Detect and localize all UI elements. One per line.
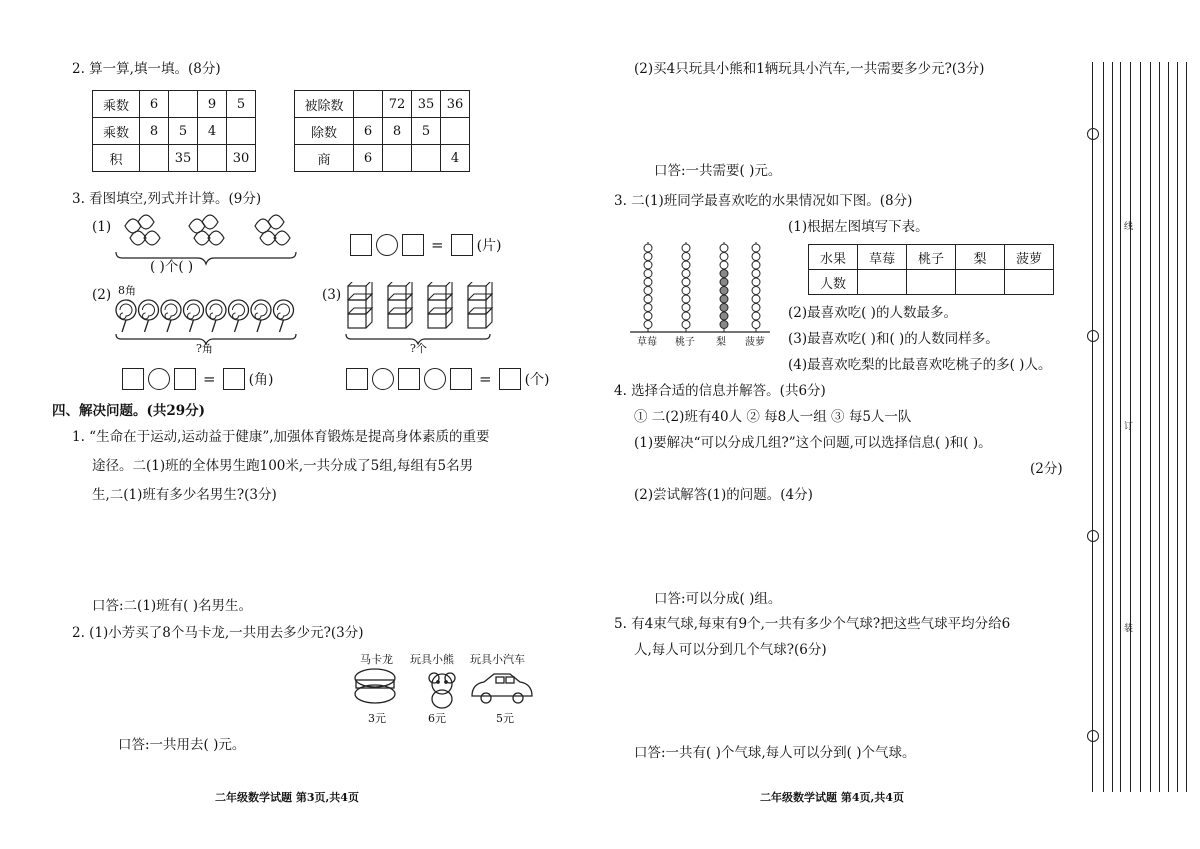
p3-equation: = (个) <box>346 368 550 390</box>
q2-title: 2. 算一算,填一填。(8分) <box>72 61 221 77</box>
binding-char-2: 订 <box>1124 422 1134 432</box>
s1-line1: 1. “生命在于运动,运动益于健康”,加强体育锻炼是提高身体素质的重要 <box>72 429 490 445</box>
fruit-header-cell: 桃子 <box>907 245 956 270</box>
lollipop <box>274 300 294 332</box>
binding-line <box>1140 62 1141 792</box>
p2-label: (2) <box>92 287 112 303</box>
table-cell: 4 <box>198 118 227 145</box>
fruit-count-cell[interactable] <box>907 270 956 295</box>
table-cell: 乘数 <box>93 91 140 118</box>
q3-right-title: 3. 二(1)班同学最喜欢吃的水果情况如下图。(8分) <box>614 193 913 209</box>
fruit-header-cell: 水果 <box>809 245 858 270</box>
q5-line2: 人,每人可以分到几个气球?(6分) <box>634 642 827 658</box>
q4-1: (1)要解决“可以分成几组?”这个问题,可以选择信息( )和( )。 <box>634 435 992 451</box>
cube-stacks-image <box>342 282 502 348</box>
binding-hole <box>1087 128 1099 140</box>
fruit-count-cell[interactable] <box>956 270 1005 295</box>
table-cell: 积 <box>93 145 140 172</box>
lollipop <box>184 300 204 332</box>
multiplication-table <box>92 90 256 172</box>
r1-answer: 口答:一共需要( )元。 <box>654 163 782 179</box>
table-cell <box>169 91 198 118</box>
lollipops-image <box>114 296 298 346</box>
item-macaron-name: 马卡龙 <box>360 653 393 666</box>
table-cell <box>412 145 441 172</box>
fruit-header-cell: 菠萝 <box>1005 245 1054 270</box>
binding-line <box>1168 62 1169 792</box>
s2-answer: 口答:一共用去( )元。 <box>118 737 246 753</box>
binding-char-1: 线 <box>1124 222 1134 232</box>
table-cell: 6 <box>354 145 383 172</box>
binding-char-3: 装 <box>1124 624 1134 634</box>
binding-line <box>1186 62 1187 792</box>
q3-3: (3)最喜欢吃( )和( )的人数同样多。 <box>788 331 999 347</box>
items-image <box>352 666 542 712</box>
item-car-name: 玩具小汽车 <box>470 653 525 666</box>
p1-text: ( )个( ) <box>150 259 194 275</box>
cube-stack <box>468 282 492 328</box>
binding-dash-line <box>1092 62 1093 792</box>
q4-2: (2)尝试解答(1)的问题。(4分) <box>634 487 813 503</box>
table-cell <box>354 91 383 118</box>
item-bear-name: 玩具小熊 <box>410 653 454 666</box>
table-cell <box>441 118 470 145</box>
table-cell: 72 <box>383 91 412 118</box>
table-cell: 除数 <box>295 118 354 145</box>
table-row <box>809 245 1054 270</box>
q4-1-score: (2分) <box>1030 461 1063 477</box>
lollipop <box>116 300 136 332</box>
table-cell <box>140 145 169 172</box>
item-car-price: 5元 <box>496 712 514 725</box>
fruit-label-pineapple: 菠萝 <box>745 337 765 348</box>
q5-line1: 5. 有4束气球,每束有9个,一共有多少个气球?把这些气球平均分给6 <box>614 616 1011 632</box>
q3-title: 3. 看图填空,列式并计算。(9分) <box>72 191 262 207</box>
table-row <box>295 118 470 145</box>
fruit-label-strawberry: 草莓 <box>637 337 657 348</box>
binding-hole <box>1087 530 1099 542</box>
fruit-header-cell: 草莓 <box>858 245 907 270</box>
bead-column <box>644 242 652 332</box>
q4-answer: 口答:可以分成( )组。 <box>654 591 782 607</box>
p2-bottom-label: ?角 <box>196 342 213 355</box>
table-cell: 5 <box>169 118 198 145</box>
table-row <box>295 91 470 118</box>
table-cell: 5 <box>412 118 441 145</box>
binding-line <box>1177 62 1178 792</box>
right-footer: 二年级数学试题 第4页,共4页 <box>760 791 904 804</box>
table-cell: 35 <box>412 91 441 118</box>
division-table <box>294 90 470 172</box>
table-cell: 9 <box>198 91 227 118</box>
fruit-row-label: 人数 <box>809 270 858 295</box>
s2-line1: 2. (1)小芳买了8个马卡龙,一共用去多少元?(3分) <box>72 625 364 641</box>
table-cell: 8 <box>383 118 412 145</box>
bead-column <box>752 242 760 332</box>
binding-line <box>1120 62 1121 792</box>
fruit-count-cell[interactable] <box>858 270 907 295</box>
table-cell: 6 <box>140 91 169 118</box>
fruit-table <box>808 244 1054 295</box>
lollipop <box>251 300 271 332</box>
table-cell: 8 <box>140 118 169 145</box>
item-bear-price: 6元 <box>428 712 446 725</box>
table-cell: 36 <box>441 91 470 118</box>
table-cell: 30 <box>227 145 256 172</box>
p1-equation: = (片) <box>350 234 502 256</box>
binding-line <box>1103 62 1104 792</box>
p2-top-label: 8角 <box>118 284 136 297</box>
binding-hole <box>1087 730 1099 742</box>
bead-column <box>720 242 728 332</box>
p2-equation: = (角) <box>122 368 274 390</box>
p3-label: (3) <box>322 287 342 303</box>
cube-stack <box>388 282 412 328</box>
lollipop <box>206 300 226 332</box>
binding-line <box>1159 62 1160 792</box>
binding-hole <box>1087 330 1099 342</box>
table-cell: 35 <box>169 145 198 172</box>
table-row <box>93 91 256 118</box>
q3-4: (4)最喜欢吃梨的比最喜欢吃桃子的多( )人。 <box>788 357 1052 373</box>
r1-question: (2)买4只玩具小熊和1辆玩具小汽车,一共需要多少元?(3分) <box>634 61 985 77</box>
fruit-label-peach: 桃子 <box>675 337 695 348</box>
q4-title: 4. 选择合适的信息并解答。(共6分) <box>614 383 826 399</box>
left-footer: 二年级数学试题 第3页,共4页 <box>215 791 359 804</box>
fruit-count-cell[interactable] <box>1005 270 1054 295</box>
q5-answer: 口答:一共有( )个气球,每人可以分到( )个气球。 <box>634 745 916 761</box>
lollipop <box>161 300 181 332</box>
p3-bottom-label: ?个 <box>410 342 427 355</box>
table-cell: 乘数 <box>93 118 140 145</box>
q4-info: ① 二(2)班有40人 ② 每8人一组 ③ 每5人一队 <box>634 409 912 425</box>
cube-stack <box>348 282 372 328</box>
binding-line <box>1150 62 1151 792</box>
table-cell: 被除数 <box>295 91 354 118</box>
fruit-label-pear: 梨 <box>716 337 726 348</box>
bead-column <box>682 242 690 332</box>
s1-line3: 生,二(1)班有多少名男生?(3分) <box>92 487 277 503</box>
table-cell <box>383 145 412 172</box>
table-cell: 商 <box>295 145 354 172</box>
table-cell: 4 <box>441 145 470 172</box>
lollipop <box>139 300 159 332</box>
item-macaron-price: 3元 <box>368 712 386 725</box>
table-cell: 6 <box>354 118 383 145</box>
q3-1: (1)根据左图填写下表。 <box>788 219 929 235</box>
table-cell: 5 <box>227 91 256 118</box>
p1-label: (1) <box>92 219 112 235</box>
section-4-title: 四、解决问题。(共29分) <box>52 403 206 419</box>
table-cell <box>227 118 256 145</box>
cube-stack <box>428 282 452 328</box>
s1-line2: 途径。二(1)班的全体男生跑100米,一共分成了5组,每组有5名男 <box>92 458 474 474</box>
table-row <box>93 145 256 172</box>
s1-answer: 口答:二(1)班有( )名男生。 <box>92 598 252 614</box>
table-row <box>295 145 470 172</box>
lollipop <box>229 300 249 332</box>
leaf-groups-image <box>112 210 302 272</box>
fruit-header-cell: 梨 <box>956 245 1005 270</box>
binding-line <box>1112 62 1113 792</box>
table-row <box>93 118 256 145</box>
q3-2: (2)最喜欢吃( )的人数最多。 <box>788 305 957 321</box>
table-row <box>809 270 1054 295</box>
table-cell <box>198 145 227 172</box>
